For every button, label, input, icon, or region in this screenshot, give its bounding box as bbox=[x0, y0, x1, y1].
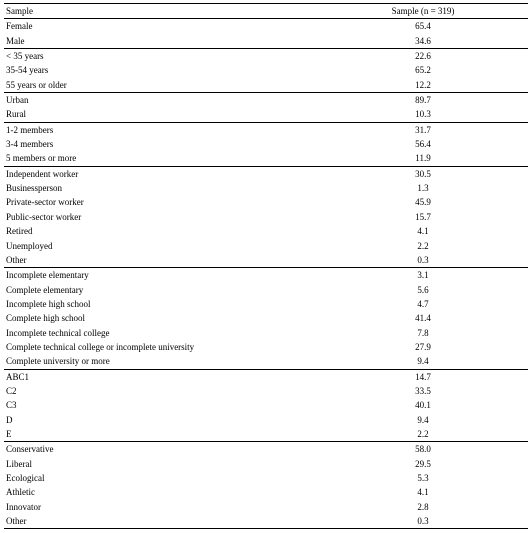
sample-table-container bbox=[4, 3, 528, 529]
table-row bbox=[4, 514, 528, 529]
row-label: Ecological bbox=[6, 473, 45, 483]
header-sample-n: Sample (n = 319) bbox=[320, 4, 528, 19]
table-row bbox=[4, 369, 528, 384]
row-label: Conservative bbox=[4, 442, 320, 457]
row-value: 0.3 bbox=[320, 514, 528, 529]
row-value: 65.2 bbox=[415, 65, 431, 76]
row-value: 2.8 bbox=[417, 501, 429, 512]
row-label: Public-sector worker bbox=[6, 211, 82, 222]
table-row bbox=[4, 210, 528, 224]
row-value: 7.8 bbox=[417, 327, 429, 338]
table-row bbox=[4, 442, 528, 457]
row-group bbox=[4, 369, 528, 442]
row-value: 2.2 bbox=[417, 240, 429, 251]
row-value: 34.6 bbox=[415, 35, 431, 46]
table-row bbox=[4, 63, 528, 77]
row-label: Male bbox=[6, 35, 25, 46]
table-row bbox=[4, 166, 528, 181]
row-value: 40.1 bbox=[415, 400, 431, 411]
table-row bbox=[4, 471, 528, 485]
header-row bbox=[4, 4, 528, 19]
row-value: 4.1 bbox=[417, 487, 429, 498]
row-label: Innovator bbox=[6, 501, 41, 512]
row-value: 89.7 bbox=[320, 93, 528, 108]
row-value: 9.4 bbox=[417, 356, 429, 367]
row-value: 14.7 bbox=[320, 369, 528, 384]
row-value: 11.9 bbox=[415, 153, 431, 164]
row-group bbox=[4, 268, 528, 369]
row-label: Unemployed bbox=[6, 240, 53, 251]
row-value: 31.7 bbox=[320, 122, 528, 137]
table-row bbox=[4, 78, 528, 93]
row-value: 33.5 bbox=[415, 385, 431, 396]
row-label: C3 bbox=[6, 400, 17, 411]
table-row bbox=[4, 19, 528, 34]
row-label: 5 members or more bbox=[6, 153, 77, 164]
row-label: E bbox=[6, 428, 12, 439]
row-value: 58.0 bbox=[320, 442, 528, 457]
sample-table bbox=[4, 3, 528, 529]
table-row bbox=[4, 283, 528, 297]
table-row bbox=[4, 340, 528, 354]
row-label: C2 bbox=[6, 385, 17, 396]
row-label: Complete university or more bbox=[6, 356, 110, 367]
table-row bbox=[4, 268, 528, 283]
table-row bbox=[4, 384, 528, 398]
row-value: 56.4 bbox=[415, 139, 431, 150]
table-row bbox=[4, 427, 528, 442]
row-label: Incomplete technical college bbox=[6, 327, 110, 338]
row-value: 41.4 bbox=[415, 313, 431, 324]
row-value: 4.1 bbox=[417, 226, 429, 237]
row-value: 22.6 bbox=[320, 49, 528, 64]
table-row bbox=[4, 311, 528, 325]
table-row bbox=[4, 239, 528, 253]
row-label: Other bbox=[4, 514, 320, 529]
row-value: 5.6 bbox=[417, 284, 429, 295]
row-label: Athletic bbox=[6, 487, 35, 498]
row-value: 9.4 bbox=[417, 414, 429, 425]
row-label: Retired bbox=[6, 226, 33, 237]
row-label: Female bbox=[6, 21, 33, 32]
row-label: 35-54 years bbox=[6, 65, 49, 76]
table-row bbox=[4, 413, 528, 427]
row-value: 12.2 bbox=[415, 79, 431, 90]
row-group bbox=[4, 122, 528, 166]
row-label: Complete elementary bbox=[6, 284, 84, 295]
row-label: Liberal bbox=[6, 458, 32, 469]
table-row bbox=[4, 326, 528, 340]
row-label: Incomplete high school bbox=[6, 298, 91, 309]
table-row bbox=[4, 137, 528, 151]
row-label: 1-2 members bbox=[4, 122, 320, 137]
table-row bbox=[4, 93, 528, 108]
row-label: Other bbox=[6, 254, 27, 265]
table-row bbox=[4, 398, 528, 412]
table-row bbox=[4, 224, 528, 238]
row-value: 0.3 bbox=[417, 254, 429, 265]
row-label: Urban bbox=[4, 93, 320, 108]
row-group bbox=[4, 19, 528, 49]
row-label: Incomplete elementary bbox=[4, 268, 320, 283]
row-value: 5.3 bbox=[417, 473, 429, 483]
row-label: 3-4 members bbox=[6, 139, 54, 150]
table-row bbox=[4, 253, 528, 268]
row-value: 1.3 bbox=[417, 183, 429, 194]
row-group bbox=[4, 166, 528, 267]
row-value: 27.9 bbox=[415, 341, 431, 352]
row-value: 3.1 bbox=[320, 268, 528, 283]
row-value: 65.4 bbox=[415, 21, 431, 32]
table-row bbox=[4, 49, 528, 64]
row-value: 4.7 bbox=[417, 298, 429, 309]
row-label: ABC1 bbox=[4, 369, 320, 384]
table-row bbox=[4, 297, 528, 311]
row-label: < 35 years bbox=[4, 49, 320, 64]
row-label: Businessperson bbox=[6, 183, 62, 194]
row-group bbox=[4, 442, 528, 529]
table-row bbox=[4, 485, 528, 499]
table-row bbox=[4, 354, 528, 369]
row-value: 45.9 bbox=[415, 197, 431, 208]
row-value: 30.5 bbox=[320, 166, 528, 181]
row-value: 2.2 bbox=[417, 428, 429, 439]
table-row bbox=[4, 34, 528, 49]
table-row bbox=[4, 195, 528, 209]
row-label: 55 years or older bbox=[6, 79, 67, 90]
row-value: 15.7 bbox=[415, 211, 431, 222]
table-row bbox=[4, 122, 528, 137]
table-row bbox=[4, 151, 528, 166]
row-value: 29.5 bbox=[415, 458, 431, 469]
row-label: Independent worker bbox=[4, 166, 320, 181]
table-row bbox=[4, 457, 528, 471]
row-label: D bbox=[6, 414, 13, 425]
table-row bbox=[4, 181, 528, 195]
row-value: 10.3 bbox=[415, 109, 431, 120]
row-group bbox=[4, 93, 528, 123]
table-row bbox=[4, 500, 528, 514]
row-label: Complete technical college or incomplete university bbox=[6, 341, 195, 352]
table-row bbox=[4, 107, 528, 122]
row-label: Private-sector worker bbox=[6, 197, 84, 208]
header-sample: Sample bbox=[4, 4, 320, 19]
row-label: Rural bbox=[6, 109, 26, 120]
row-group bbox=[4, 49, 528, 93]
row-label: Complete high school bbox=[6, 313, 85, 324]
